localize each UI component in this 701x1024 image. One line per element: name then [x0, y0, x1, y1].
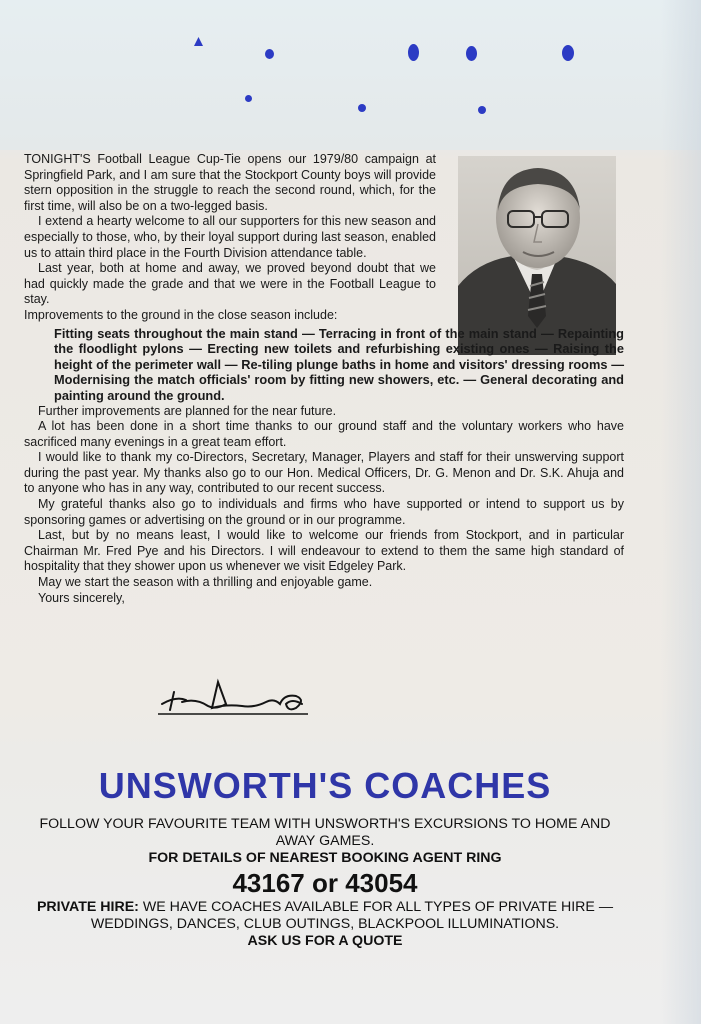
advert-title: UNSWORTH'S COACHES [98, 765, 552, 806]
ink-mark [466, 46, 477, 61]
improvements-intro: Improvements to the ground in the close season include: [24, 307, 338, 322]
ink-mark [358, 104, 366, 112]
page-edge [661, 0, 701, 1024]
advert-tagline: FOLLOW YOUR FAVOURITE TEAM WITH UNSWORTH'S EXCURSIONS TO HOME AND AWAY GAMES. [39, 816, 611, 849]
letter-paragraph: I would like to thank my co-Directors, Secretary, Manager, Players and staff for their unswerving support during the past year. My thanks also go to our Hon. Medical Officers, Dr. G. Menon and Dr. S.K. Ahuja and to anyone who has in any way, contributed to our recent success. [24, 450, 624, 496]
advert-booking-line: FOR DETAILS OF NEAREST BOOKING AGENT RING [148, 850, 502, 866]
coaches-advert [0, 764, 650, 950]
ink-mark [408, 44, 419, 61]
ink-mark [562, 45, 574, 61]
improvements-list: Fitting seats throughout the main stand — Terracing in front of the main stand — Repainting the floodlight pylons — Erecting new toilets and refurbishing existing ones — Raising the height of the perimeter wall — Re-tiling plunge baths in home and visitors' dressing rooms — Modernising the match officials' room by fitting new showers, etc. — General decorating and painting around the ground. [54, 325, 624, 403]
letter-paragraph: I extend a hearty welcome to all our supporters for this new season and especially to those, who, by their loyal support during last season, enabled us to attain third place in the Fourth Division attendance table. [24, 214, 436, 260]
ink-mark [245, 95, 252, 102]
private-hire-label: PRIVATE HIRE: [36, 899, 139, 915]
private-hire-text: WE HAVE COACHES AVAILABLE FOR ALL TYPES OF PRIVATE HIRE — WEDDINGS, DANCES, CLUB OUTINGS, BLACKPOOL ILLUMINATIONS. [90, 899, 614, 932]
letter-closing: Yours sincerely, [38, 590, 125, 605]
ink-mark [265, 49, 274, 59]
letter-paragraph: May we start the season with a thrilling and enjoyable game. [38, 575, 373, 590]
letter-paragraph: Last year, both at home and away, we proved beyond doubt that we had quickly made the grade and that we were in the Football League to stay. [24, 261, 436, 307]
top-margin [0, 0, 701, 150]
letter-paragraph: Last, but by no means least, I would like to welcome our friends from Stockport, and in particular Chairman Mr. Fred Pye and his Directors. I will endeavour to extend to them the same high standard of hospitality that they shower upon us whenever we visit Edgeley Park. [24, 528, 624, 574]
ink-mark [478, 106, 486, 114]
letter-paragraph: TONIGHT'S Football League Cup-Tie opens our 1979/80 campaign at Springfield Park, and I am sure that the Stockport County boys will provide stern opposition in the struggle to reach the second round, which, for the first time, will also be on a two-legged basis. [24, 152, 436, 213]
advert-private-hire [20, 899, 630, 933]
chairman-letter [24, 152, 624, 606]
handwritten-signature [156, 674, 316, 724]
letter-paragraph: Further improvements are planned for the near future. [38, 403, 337, 418]
letter-paragraph: My grateful thanks also go to individuals and firms who have supported or intend to support us by sponsoring games or advertising on the ground or in our programme. [24, 497, 624, 527]
letter-paragraph: A lot has been done in a short time thanks to our ground staff and the voluntary workers who have sacrificed many evenings in a great team effort. [24, 419, 624, 449]
advert-phone-numbers: 43167 or 43054 [232, 868, 418, 898]
advert-quote: ASK US FOR A QUOTE [247, 933, 403, 949]
